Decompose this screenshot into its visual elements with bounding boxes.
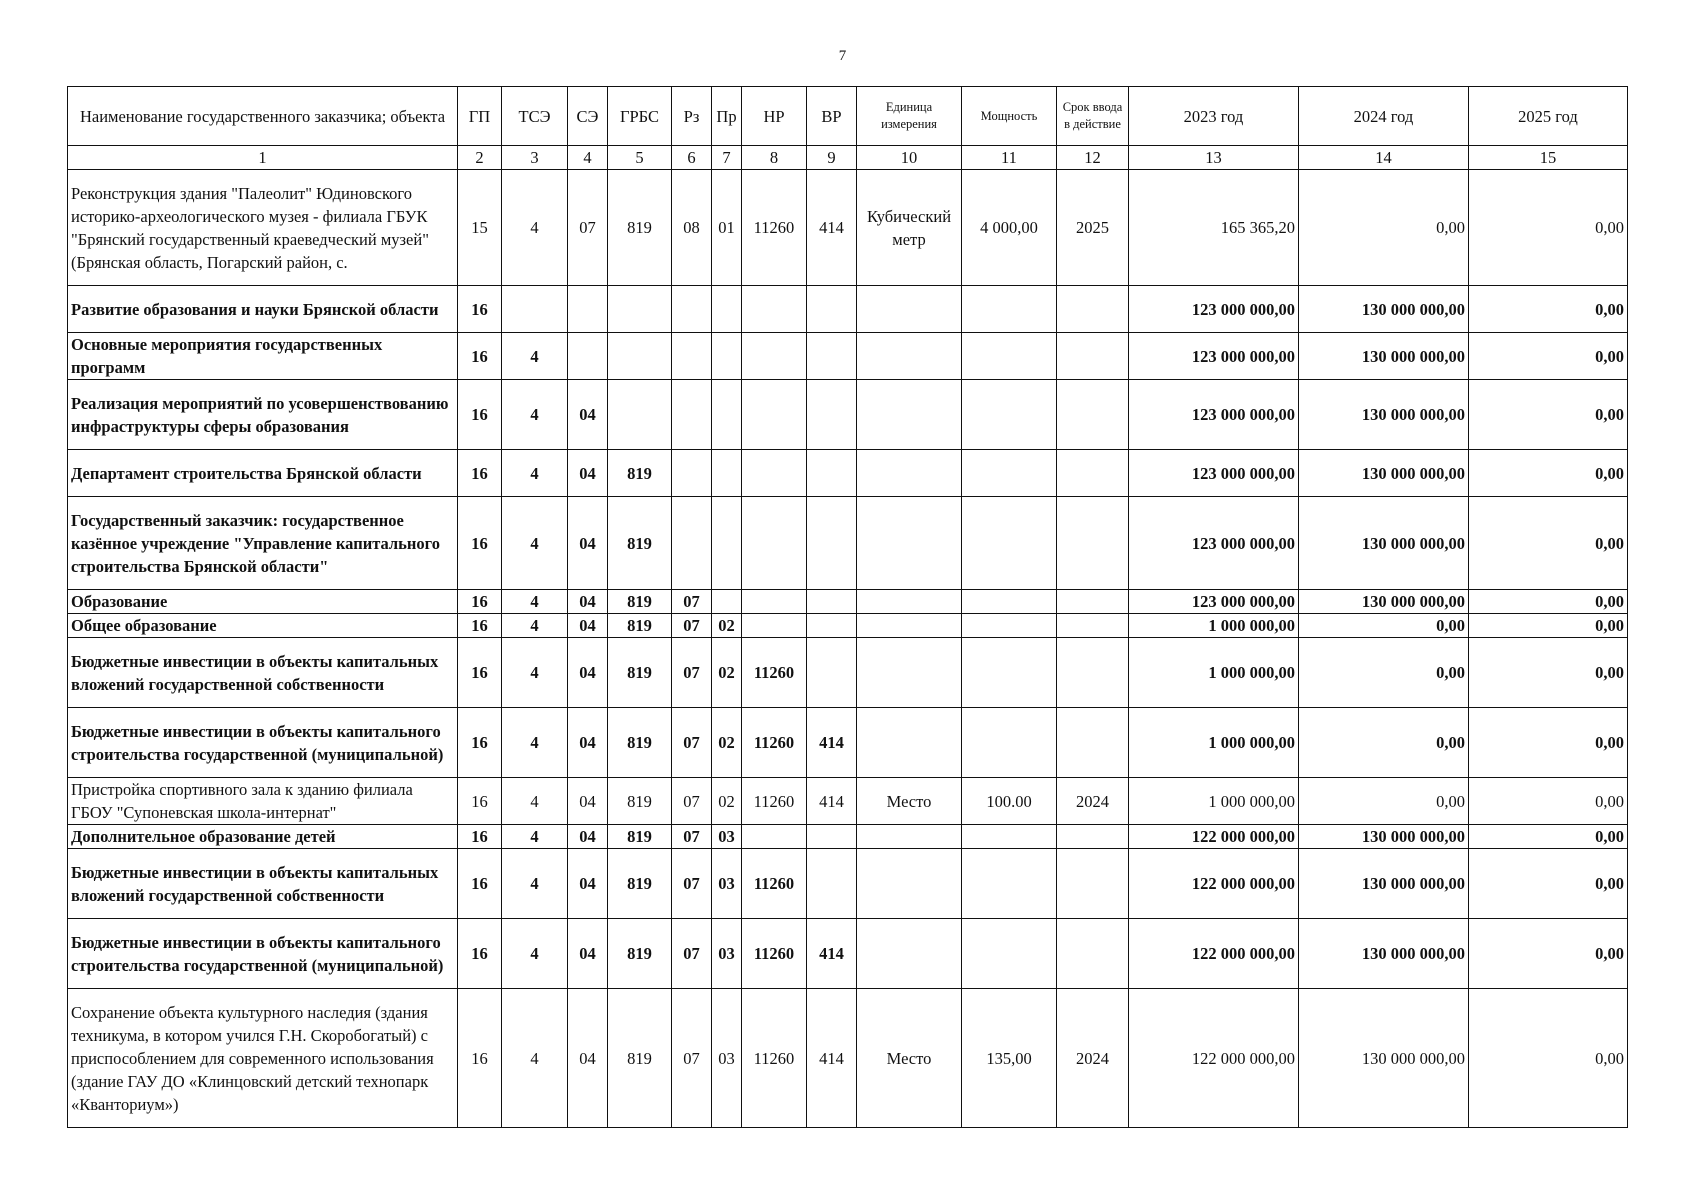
cell-power: [962, 614, 1057, 638]
cell-pr: 02: [712, 708, 742, 778]
cell-y2023: 122 000 000,00: [1129, 825, 1299, 849]
cell-y2023: 122 000 000,00: [1129, 919, 1299, 989]
cell-vr: 414: [807, 170, 857, 286]
cell-unit: [857, 450, 962, 497]
cell-pr: 03: [712, 989, 742, 1128]
header-2024: 2024 год: [1299, 87, 1469, 146]
cell-unit: Место: [857, 989, 962, 1128]
header-se: СЭ: [568, 87, 608, 146]
cell-tse: 4: [502, 614, 568, 638]
cell-vr: [807, 614, 857, 638]
cell-nr: 11260: [742, 849, 807, 919]
cell-rz: 07: [672, 919, 712, 989]
cell-se: 04: [568, 638, 608, 708]
cell-pr: 02: [712, 638, 742, 708]
cell-tse: 4: [502, 380, 568, 450]
header-2023: 2023 год: [1129, 87, 1299, 146]
cell-vr: 414: [807, 778, 857, 825]
cell-se: [568, 333, 608, 380]
cell-gp: 15: [458, 170, 502, 286]
cell-rz: 08: [672, 170, 712, 286]
cell-name: Бюджетные инвестиции в объекты капитальных вложений государственной собственности: [68, 849, 458, 919]
cell-grbs: 819: [608, 450, 672, 497]
cell-rz: 07: [672, 614, 712, 638]
cell-se: 04: [568, 450, 608, 497]
cell-term: 2025: [1057, 170, 1129, 286]
cell-nr: [742, 614, 807, 638]
cell-power: 135,00: [962, 989, 1057, 1128]
cell-gp: 16: [458, 590, 502, 614]
cell-gp: 16: [458, 333, 502, 380]
cell-gp: 16: [458, 380, 502, 450]
col-num: 14: [1299, 146, 1469, 170]
cell-name: Реализация мероприятий по усовершенствованию инфраструктуры сферы образования: [68, 380, 458, 450]
cell-se: 04: [568, 497, 608, 590]
cell-nr: 11260: [742, 170, 807, 286]
cell-y2025: 0,00: [1469, 638, 1628, 708]
cell-pr: [712, 590, 742, 614]
header-power: Мощность: [962, 87, 1057, 146]
cell-grbs: 819: [608, 778, 672, 825]
cell-pr: [712, 380, 742, 450]
table-row: [68, 497, 1628, 590]
header-2025: 2025 год: [1469, 87, 1628, 146]
cell-unit: [857, 614, 962, 638]
cell-se: 04: [568, 919, 608, 989]
cell-rz: [672, 286, 712, 333]
cell-name: Пристройка спортивного зала к зданию филиала ГБОУ "Супоневская школа-интернат": [68, 778, 458, 825]
cell-y2025: 0,00: [1469, 778, 1628, 825]
cell-unit: [857, 333, 962, 380]
cell-unit: [857, 590, 962, 614]
cell-se: 04: [568, 989, 608, 1128]
header-vr: ВР: [807, 87, 857, 146]
cell-tse: 4: [502, 450, 568, 497]
cell-vr: 414: [807, 919, 857, 989]
cell-power: 100.00: [962, 778, 1057, 825]
table-row: [68, 778, 1628, 825]
header-grbs: ГРБС: [608, 87, 672, 146]
cell-unit: Кубический метр: [857, 170, 962, 286]
cell-y2024: 130 000 000,00: [1299, 919, 1469, 989]
header-name: Наименование государственного заказчика; объекта: [68, 87, 458, 146]
cell-gp: 16: [458, 989, 502, 1128]
cell-gp: 16: [458, 286, 502, 333]
cell-nr: [742, 450, 807, 497]
cell-tse: 4: [502, 590, 568, 614]
cell-power: [962, 708, 1057, 778]
cell-grbs: 819: [608, 590, 672, 614]
cell-term: [1057, 450, 1129, 497]
cell-term: [1057, 849, 1129, 919]
cell-unit: [857, 638, 962, 708]
col-num: 3: [502, 146, 568, 170]
cell-unit: [857, 497, 962, 590]
cell-unit: [857, 825, 962, 849]
cell-tse: 4: [502, 778, 568, 825]
table-row: [68, 614, 1628, 638]
cell-pr: 02: [712, 614, 742, 638]
cell-y2023: 1 000 000,00: [1129, 708, 1299, 778]
col-num: 11: [962, 146, 1057, 170]
header-term: Срок ввода в действие: [1057, 87, 1129, 146]
col-num: 10: [857, 146, 962, 170]
cell-rz: [672, 333, 712, 380]
cell-rz: 07: [672, 590, 712, 614]
column-number-row: [68, 146, 1628, 170]
cell-nr: [742, 825, 807, 849]
cell-vr: [807, 497, 857, 590]
cell-gp: 16: [458, 497, 502, 590]
cell-pr: 03: [712, 919, 742, 989]
table-row: [68, 825, 1628, 849]
table-row: [68, 380, 1628, 450]
cell-term: 2024: [1057, 989, 1129, 1128]
cell-tse: 4: [502, 825, 568, 849]
cell-gp: 16: [458, 778, 502, 825]
cell-y2025: 0,00: [1469, 590, 1628, 614]
col-num: 15: [1469, 146, 1628, 170]
header-row: [68, 87, 1628, 146]
cell-nr: 11260: [742, 919, 807, 989]
cell-name: Бюджетные инвестиции в объекты капитальных вложений государственной собственности: [68, 638, 458, 708]
cell-grbs: 819: [608, 170, 672, 286]
cell-nr: [742, 286, 807, 333]
cell-y2025: 0,00: [1469, 286, 1628, 333]
cell-rz: [672, 497, 712, 590]
cell-y2025: 0,00: [1469, 614, 1628, 638]
cell-unit: Место: [857, 778, 962, 825]
cell-y2023: 1 000 000,00: [1129, 778, 1299, 825]
cell-name: Бюджетные инвестиции в объекты капитального строительства государственной (муниципальной): [68, 708, 458, 778]
cell-power: [962, 849, 1057, 919]
col-num: 8: [742, 146, 807, 170]
header-rz: Рз: [672, 87, 712, 146]
table-row: [68, 849, 1628, 919]
cell-grbs: 819: [608, 919, 672, 989]
cell-pr: 03: [712, 849, 742, 919]
cell-tse: 4: [502, 849, 568, 919]
cell-term: [1057, 708, 1129, 778]
cell-y2024: 130 000 000,00: [1299, 825, 1469, 849]
cell-gp: 16: [458, 708, 502, 778]
cell-name: Основные мероприятия государственных программ: [68, 333, 458, 380]
cell-rz: 07: [672, 778, 712, 825]
cell-y2023: 123 000 000,00: [1129, 380, 1299, 450]
cell-grbs: [608, 286, 672, 333]
cell-tse: 4: [502, 333, 568, 380]
cell-name: Бюджетные инвестиции в объекты капитального строительства государственной (муниципальной): [68, 919, 458, 989]
cell-unit: [857, 286, 962, 333]
cell-gp: 16: [458, 919, 502, 989]
cell-vr: [807, 450, 857, 497]
cell-y2023: 123 000 000,00: [1129, 497, 1299, 590]
cell-tse: [502, 286, 568, 333]
cell-pr: 02: [712, 778, 742, 825]
cell-tse: 4: [502, 170, 568, 286]
cell-y2023: 122 000 000,00: [1129, 989, 1299, 1128]
table-row: [68, 989, 1628, 1128]
col-num: 1: [68, 146, 458, 170]
cell-y2025: 0,00: [1469, 170, 1628, 286]
cell-nr: [742, 497, 807, 590]
table-row: [68, 708, 1628, 778]
cell-y2024: 130 000 000,00: [1299, 286, 1469, 333]
cell-pr: [712, 286, 742, 333]
table-row: [68, 638, 1628, 708]
cell-y2025: 0,00: [1469, 450, 1628, 497]
cell-grbs: [608, 380, 672, 450]
cell-se: 04: [568, 590, 608, 614]
cell-y2025: 0,00: [1469, 989, 1628, 1128]
cell-power: 4 000,00: [962, 170, 1057, 286]
cell-term: 2024: [1057, 778, 1129, 825]
cell-term: [1057, 333, 1129, 380]
cell-grbs: 819: [608, 849, 672, 919]
cell-vr: 414: [807, 989, 857, 1128]
cell-power: [962, 450, 1057, 497]
header-unit: Единица измерения: [857, 87, 962, 146]
cell-y2023: 123 000 000,00: [1129, 333, 1299, 380]
cell-y2025: 0,00: [1469, 497, 1628, 590]
cell-rz: 07: [672, 638, 712, 708]
cell-tse: 4: [502, 497, 568, 590]
table-row: [68, 450, 1628, 497]
col-num: 4: [568, 146, 608, 170]
cell-grbs: 819: [608, 497, 672, 590]
cell-pr: 01: [712, 170, 742, 286]
cell-power: [962, 590, 1057, 614]
cell-y2024: 0,00: [1299, 638, 1469, 708]
cell-grbs: 819: [608, 825, 672, 849]
col-num: 6: [672, 146, 712, 170]
table-row: [68, 919, 1628, 989]
cell-y2025: 0,00: [1469, 919, 1628, 989]
col-num: 13: [1129, 146, 1299, 170]
cell-rz: 07: [672, 849, 712, 919]
cell-term: [1057, 380, 1129, 450]
cell-y2025: 0,00: [1469, 708, 1628, 778]
cell-gp: 16: [458, 614, 502, 638]
cell-pr: [712, 333, 742, 380]
cell-se: 07: [568, 170, 608, 286]
cell-name: Реконструкция здания "Палеолит" Юдиновского историко-археологического музея - филиала ГБУК "Брянский государственный краеведческий музей" (Брянская область, Погарский район, с.: [68, 170, 458, 286]
cell-vr: [807, 380, 857, 450]
cell-rz: 07: [672, 825, 712, 849]
cell-y2024: 130 000 000,00: [1299, 450, 1469, 497]
cell-tse: 4: [502, 989, 568, 1128]
cell-grbs: 819: [608, 614, 672, 638]
cell-y2023: 123 000 000,00: [1129, 450, 1299, 497]
cell-se: 04: [568, 849, 608, 919]
page-number: 7: [838, 48, 847, 64]
cell-vr: 414: [807, 708, 857, 778]
header-tse: ТСЭ: [502, 87, 568, 146]
cell-y2024: 0,00: [1299, 170, 1469, 286]
cell-se: 04: [568, 708, 608, 778]
cell-y2023: 122 000 000,00: [1129, 849, 1299, 919]
cell-nr: 11260: [742, 778, 807, 825]
cell-power: [962, 638, 1057, 708]
col-num: 7: [712, 146, 742, 170]
cell-power: [962, 333, 1057, 380]
cell-power: [962, 825, 1057, 849]
cell-power: [962, 497, 1057, 590]
cell-pr: [712, 497, 742, 590]
col-num: 5: [608, 146, 672, 170]
cell-power: [962, 919, 1057, 989]
cell-y2024: 130 000 000,00: [1299, 590, 1469, 614]
cell-nr: 11260: [742, 638, 807, 708]
cell-y2024: 0,00: [1299, 708, 1469, 778]
table-row: [68, 170, 1628, 286]
cell-name: Общее образование: [68, 614, 458, 638]
cell-gp: 16: [458, 638, 502, 708]
cell-tse: 4: [502, 708, 568, 778]
cell-name: Образование: [68, 590, 458, 614]
cell-se: [568, 286, 608, 333]
cell-grbs: [608, 333, 672, 380]
cell-unit: [857, 849, 962, 919]
header-nr: НР: [742, 87, 807, 146]
cell-y2024: 0,00: [1299, 778, 1469, 825]
cell-se: 04: [568, 825, 608, 849]
cell-y2023: 1 000 000,00: [1129, 638, 1299, 708]
cell-unit: [857, 380, 962, 450]
table-row: [68, 286, 1628, 333]
cell-y2025: 0,00: [1469, 825, 1628, 849]
col-num: 9: [807, 146, 857, 170]
cell-nr: [742, 380, 807, 450]
cell-rz: 07: [672, 989, 712, 1128]
cell-y2024: 0,00: [1299, 614, 1469, 638]
budget-table: [67, 86, 1628, 1128]
cell-name: Дополнительное образование детей: [68, 825, 458, 849]
cell-term: [1057, 638, 1129, 708]
cell-term: [1057, 614, 1129, 638]
cell-term: [1057, 825, 1129, 849]
cell-rz: 07: [672, 708, 712, 778]
cell-unit: [857, 919, 962, 989]
cell-power: [962, 286, 1057, 333]
cell-y2025: 0,00: [1469, 333, 1628, 380]
cell-grbs: 819: [608, 989, 672, 1128]
cell-power: [962, 380, 1057, 450]
cell-term: [1057, 590, 1129, 614]
cell-nr: [742, 590, 807, 614]
cell-se: 04: [568, 380, 608, 450]
table-row: [68, 590, 1628, 614]
cell-grbs: 819: [608, 708, 672, 778]
cell-vr: [807, 638, 857, 708]
cell-pr: [712, 450, 742, 497]
cell-rz: [672, 380, 712, 450]
cell-gp: 16: [458, 450, 502, 497]
header-gp: ГП: [458, 87, 502, 146]
cell-vr: [807, 286, 857, 333]
cell-grbs: 819: [608, 638, 672, 708]
cell-term: [1057, 286, 1129, 333]
cell-y2024: 130 000 000,00: [1299, 849, 1469, 919]
cell-nr: 11260: [742, 989, 807, 1128]
cell-vr: [807, 849, 857, 919]
cell-y2024: 130 000 000,00: [1299, 380, 1469, 450]
cell-y2023: 123 000 000,00: [1129, 590, 1299, 614]
cell-name: Сохранение объекта культурного наследия (здания техникума, в котором учился Г.Н. Скоробогатый) с приспособлением для современного использования (здание ГАУ ДО «Клинцовский детский технопарк «Кванториум»): [68, 989, 458, 1128]
cell-vr: [807, 825, 857, 849]
cell-y2025: 0,00: [1469, 849, 1628, 919]
header-pr: Пр: [712, 87, 742, 146]
cell-vr: [807, 333, 857, 380]
cell-nr: 11260: [742, 708, 807, 778]
cell-rz: [672, 450, 712, 497]
cell-tse: 4: [502, 919, 568, 989]
cell-name: Развитие образования и науки Брянской области: [68, 286, 458, 333]
cell-y2023: 1 000 000,00: [1129, 614, 1299, 638]
cell-vr: [807, 590, 857, 614]
cell-nr: [742, 333, 807, 380]
cell-y2024: 130 000 000,00: [1299, 989, 1469, 1128]
cell-unit: [857, 708, 962, 778]
cell-y2024: 130 000 000,00: [1299, 497, 1469, 590]
cell-name: Государственный заказчик: государственное казённое учреждение "Управление капитального строительства Брянской области": [68, 497, 458, 590]
col-num: 2: [458, 146, 502, 170]
cell-pr: 03: [712, 825, 742, 849]
cell-gp: 16: [458, 849, 502, 919]
cell-term: [1057, 497, 1129, 590]
cell-tse: 4: [502, 638, 568, 708]
cell-y2024: 130 000 000,00: [1299, 333, 1469, 380]
cell-y2025: 0,00: [1469, 380, 1628, 450]
cell-y2023: 165 365,20: [1129, 170, 1299, 286]
col-num: 12: [1057, 146, 1129, 170]
cell-gp: 16: [458, 825, 502, 849]
cell-name: Департамент строительства Брянской области: [68, 450, 458, 497]
cell-se: 04: [568, 778, 608, 825]
cell-y2023: 123 000 000,00: [1129, 286, 1299, 333]
table-row: [68, 333, 1628, 380]
cell-term: [1057, 919, 1129, 989]
cell-se: 04: [568, 614, 608, 638]
